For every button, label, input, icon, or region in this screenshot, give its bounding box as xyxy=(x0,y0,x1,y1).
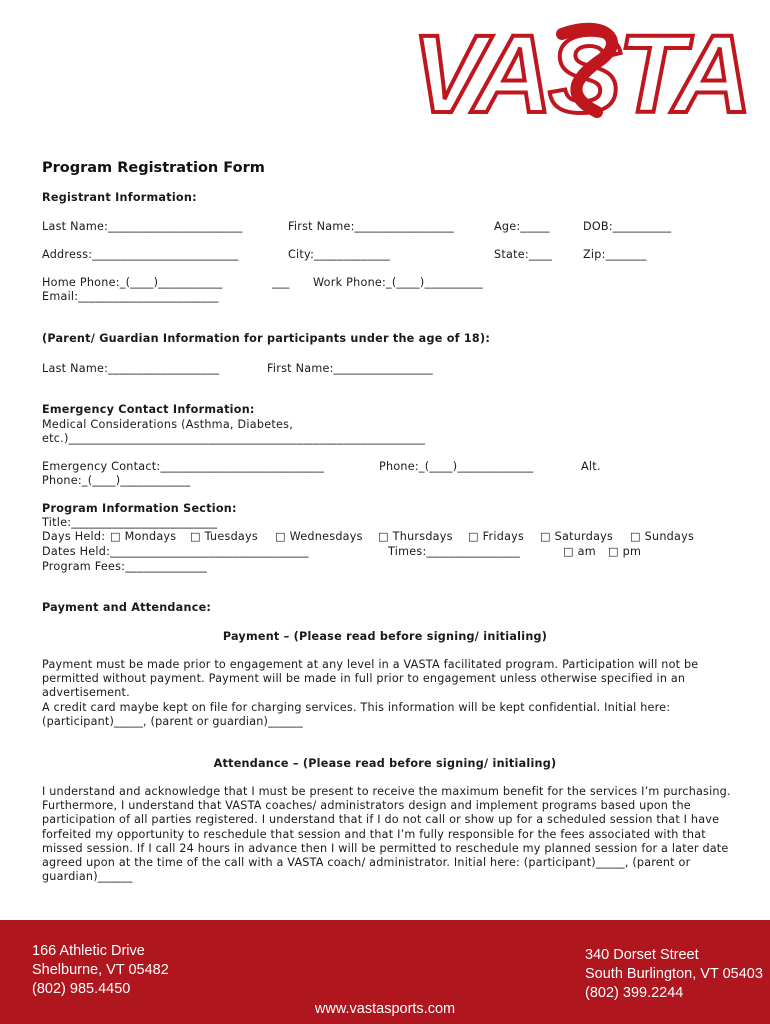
times-field[interactable]: Times:________________ xyxy=(388,545,520,558)
dob-field[interactable]: DOB:__________ xyxy=(583,220,672,233)
registrant-heading: Registrant Information: xyxy=(42,191,197,204)
first-name-field[interactable]: First Name:_________________ xyxy=(288,220,454,233)
footer-website-link[interactable]: www.vastasports.com xyxy=(314,1001,456,1017)
footer xyxy=(0,920,770,1024)
checkbox-icon[interactable]: □ xyxy=(378,530,389,543)
checkbox-icon[interactable]: □ xyxy=(540,530,551,543)
emergency-heading: Emergency Contact Information: xyxy=(42,403,255,416)
footer-left-address-line2: Shelburne, VT 05482 xyxy=(32,962,169,978)
checkbox-icon[interactable]: □ xyxy=(190,530,201,543)
payment-paragraph: Payment must be made prior to engagement at any level in a VASTA facilitated program. Participation will not be permitted without payment. Payment will be made in full prior to engagement unless otherwise specified in an advertisement. xyxy=(42,658,699,700)
day-tuesdays[interactable]: □ Tuesdays xyxy=(190,530,258,543)
address-field[interactable]: Address:_________________________ xyxy=(42,248,239,261)
dates-held-field[interactable]: Dates Held:__________________________________ xyxy=(42,545,309,558)
day-thursdays[interactable]: □ Thursdays xyxy=(378,530,453,543)
payment-attendance-heading: Payment and Attendance: xyxy=(42,601,212,614)
day-saturdays[interactable]: □ Saturdays xyxy=(540,530,614,543)
emergency-contact-field[interactable]: Emergency Contact:____________________________ xyxy=(42,460,325,473)
checkbox-icon[interactable]: □ xyxy=(563,545,574,558)
program-title-field[interactable]: Title:_________________________ xyxy=(42,516,218,529)
age-field[interactable]: Age:_____ xyxy=(494,220,550,233)
checkbox-icon[interactable]: □ xyxy=(275,530,286,543)
attendance-paragraph: I understand and acknowledge that I must be present to receive the maximum benefit for the services I’m purchasing. Furthermore, I understand that VASTA coaches/ administrators design and implement programs based upon the participation of all parties registered. I understand that if I do not call or show up for a scheduled session that I have forfeited my opportunity to reschedule that session and that I’m fully responsible for the fees associated with that missed session. If I call 24 hours in advance then I will be permitted to reschedule my planned session for a later date agreed upon at the time of the call with a VASTA coach/ administrator. Initial here: (participant)_____, (parent or guardian)______ xyxy=(42,785,731,884)
state-field[interactable]: State:____ xyxy=(494,248,553,261)
phone-dash-line: ___ xyxy=(272,276,290,289)
medical-considerations-label: Medical Considerations (Asthma, Diabetes, xyxy=(42,418,294,431)
checkbox-icon[interactable]: □ xyxy=(110,530,121,543)
svg-text:VASTA: VASTA xyxy=(412,14,748,130)
vasta-logo xyxy=(412,14,748,130)
medical-considerations-field[interactable]: etc.)_____________________________________________________________ xyxy=(42,432,426,445)
page-title: Program Registration Form xyxy=(42,160,265,176)
checkbox-icon[interactable]: □ xyxy=(468,530,479,543)
payment-subheading: Payment – (Please read before signing/ initialing) xyxy=(222,630,548,643)
program-fees-field[interactable]: Program Fees:______________ xyxy=(42,560,208,573)
footer-left-address-line1: 166 Athletic Drive xyxy=(32,943,145,959)
guardian-first-name-field[interactable]: First Name:_________________ xyxy=(267,362,433,375)
last-name-field[interactable]: Last Name:_______________________ xyxy=(42,220,243,233)
guardian-last-name-field[interactable]: Last Name:___________________ xyxy=(42,362,220,375)
program-heading: Program Information Section: xyxy=(42,502,237,515)
checkbox-icon[interactable]: □ xyxy=(608,545,619,558)
day-fridays[interactable]: □ Fridays xyxy=(468,530,525,543)
day-sundays[interactable]: □ Sundays xyxy=(630,530,695,543)
alt-phone-field[interactable]: Phone:_(____)____________ xyxy=(42,474,191,487)
home-phone-field[interactable]: Home Phone:_(____)___________ xyxy=(42,276,223,289)
work-phone-field[interactable]: Work Phone:_(____)__________ xyxy=(313,276,483,289)
attendance-subheading: Attendance – (Please read before signing/ initialing) xyxy=(213,757,557,770)
footer-right-phone: (802) 399.2244 xyxy=(585,985,684,1001)
alt-label: Alt. xyxy=(581,460,601,473)
guardian-heading: (Parent/ Guardian Information for participants under the age of 18): xyxy=(42,332,491,345)
footer-right-address-line1: 340 Dorset Street xyxy=(585,947,699,963)
day-wednesdays[interactable]: □ Wednesdays xyxy=(275,530,363,543)
city-field[interactable]: City:_____________ xyxy=(288,248,391,261)
checkbox-icon[interactable]: □ xyxy=(630,530,641,543)
footer-right-address-line2: South Burlington, VT 05403 xyxy=(585,966,763,982)
days-held-label: Days Held: xyxy=(42,530,106,543)
emergency-phone-field[interactable]: Phone:_(____)_____________ xyxy=(379,460,534,473)
time-pm[interactable]: □ pm xyxy=(608,545,642,558)
time-am[interactable]: □ am xyxy=(563,545,596,558)
credit-card-paragraph: A credit card maybe kept on file for charging services. This information will be kept confidential. Initial here: (participant)_____, (parent or guardian)______ xyxy=(42,701,671,729)
email-field[interactable]: Email:________________________ xyxy=(42,290,219,303)
zip-field[interactable]: Zip:_______ xyxy=(583,248,647,261)
day-mondays[interactable]: □ Mondays xyxy=(110,530,177,543)
footer-left-phone: (802) 985.4450 xyxy=(32,981,131,997)
